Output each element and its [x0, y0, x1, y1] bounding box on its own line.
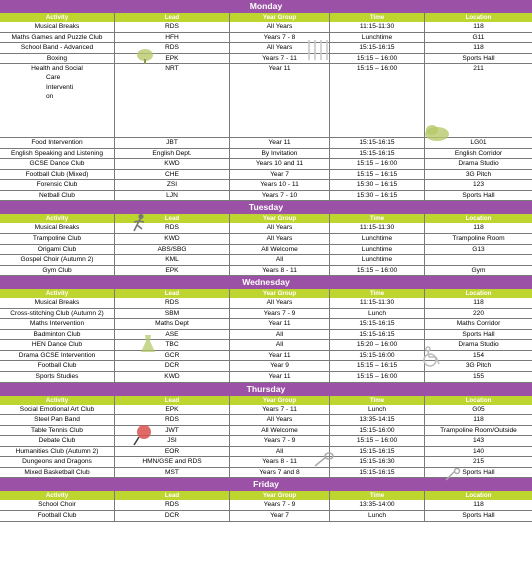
table-row [0, 351, 532, 362]
cell-location: Sports Hall [462, 511, 495, 519]
column-header-activity: Activity [0, 214, 115, 223]
badminton-icon [314, 452, 334, 468]
cell-lead: RDS [115, 43, 230, 53]
column-header-row [0, 214, 532, 223]
cell-year-group: Year 7 [230, 511, 330, 521]
cell-lead: RDS [115, 223, 230, 233]
cell-activity: Mixed Basketball Club [0, 468, 115, 478]
cell-activity: Netball Club [0, 191, 115, 201]
cell-activity: Dungeons and Dragons [0, 457, 115, 467]
cell-activity: Table Tennis Club [0, 426, 115, 436]
cell-time: 15:15-16:00 [330, 351, 425, 361]
cell-time: 15:15 – 16:00 [330, 372, 425, 382]
cell-lead: KWD [115, 159, 230, 169]
day-header: Friday [0, 478, 532, 491]
column-header-time: Time [330, 289, 425, 298]
cell-year-group: All Welcome [230, 426, 330, 436]
table-row [0, 33, 532, 44]
cell-year-group: Years 8 - 11 [230, 457, 330, 467]
music-notes-icon [306, 38, 330, 62]
cell-activity: Gym Club [0, 266, 115, 276]
cell-year-group: Year 11 [230, 351, 330, 361]
cell-location: 140 [472, 447, 484, 455]
cell-location: 143 [472, 437, 484, 445]
cell-lead: EPK [115, 266, 230, 276]
cell-location: Trampoline Room [452, 235, 505, 243]
cell-lead: HMN/GSE and RDS [115, 457, 230, 467]
cell-activity: Gospel Choir (Autumn 2) [0, 255, 115, 265]
column-header-lead: Lead [115, 13, 230, 22]
cell-lead: ZSI [115, 180, 230, 190]
cell-time: 15:15-16:30 [330, 457, 425, 467]
table-row [0, 447, 532, 458]
cell-time: 15:15 – 16:15 [330, 170, 425, 180]
cell-lead: LJN [115, 191, 230, 201]
cell-year-group: Years 7 - 10 [230, 191, 330, 201]
cell-time: 15:15 – 16:00 [330, 266, 425, 276]
cell-time: 15:30 – 16:15 [330, 191, 425, 201]
cell-lead: MST [115, 468, 230, 478]
table-row [0, 457, 532, 468]
cell-location: 118 [473, 501, 484, 509]
table-row [0, 436, 532, 447]
cell-year-group: Years 7 - 9 [230, 309, 330, 319]
cell-lead: ASE [115, 330, 230, 340]
cell-year-group: All [230, 330, 330, 340]
cell-year-group: Years 10 and 11 [230, 159, 330, 169]
cell-year-group: Years 7 - 8 [230, 33, 330, 43]
table-row [0, 426, 532, 437]
cell-year-group: All Years [230, 22, 330, 32]
cell-time: Lunchtime [330, 255, 425, 265]
cell-time: 15:15 – 16:00 [330, 64, 425, 137]
cell-location: 118 [473, 299, 484, 307]
cell-lead: Maths Dept [115, 319, 230, 329]
cell-location: Gym [471, 266, 486, 274]
table-row [0, 309, 532, 320]
day-header: Wednesday [0, 276, 532, 289]
cell-year-group: Years 7 - 11 [230, 405, 330, 415]
wrapped-line: on [46, 93, 54, 101]
cell-time: 15:30 – 16:15 [330, 180, 425, 190]
column-header-time: Time [330, 491, 425, 500]
cell-year-group: All Years [230, 223, 330, 233]
cell-location: Sports Hall [462, 468, 495, 476]
cell-time: 15:15-16:15 [330, 447, 425, 457]
cell-location: G11 [472, 33, 485, 41]
cloud-icon [423, 124, 451, 142]
cell-activity: Musical Breaks [0, 298, 115, 308]
table-row [0, 500, 532, 511]
cell-time: Lunch [330, 511, 425, 521]
column-header-time: Time [330, 13, 425, 22]
cell-time: 15:20 – 16:00 [330, 340, 425, 350]
cell-time: 13:35-14:00 [330, 500, 425, 510]
column-header-time: Time [330, 396, 425, 405]
cell-time: Lunchtime [330, 245, 425, 255]
cell-activity: GCSE Dance Club [0, 159, 115, 169]
cell-activity: Football Club (Mixed) [0, 170, 115, 180]
cell-lead: SBM [115, 309, 230, 319]
table-row [0, 22, 532, 33]
cell-activity: Boxing [0, 54, 115, 64]
cell-activity: Football Club [0, 511, 115, 521]
cell-activity: Debate Club [0, 436, 115, 446]
table-row [0, 255, 532, 266]
column-header-activity: Activity [0, 289, 115, 298]
wrapped-line: Interventi [46, 83, 74, 91]
cell-time: Lunchtime [330, 234, 425, 244]
column-header-year-group: Year Group [230, 396, 330, 405]
cell-time: 11:15-11:30 [330, 298, 425, 308]
cell-location: 118 [473, 44, 484, 52]
column-header-location: Location [465, 290, 492, 298]
cell-year-group: By Invitation [230, 149, 330, 159]
cell-time: 11:15-11:30 [330, 223, 425, 233]
cell-lead: GCR [115, 351, 230, 361]
column-header-time: Time [330, 214, 425, 223]
cell-time: 15:15 – 16:00 [330, 54, 425, 64]
cell-location: LG01 [470, 139, 487, 147]
table-row [0, 405, 532, 416]
cell-activity: Sports Studies [0, 372, 115, 382]
cell-lead: CHE [115, 170, 230, 180]
cell-lead: JSI [115, 436, 230, 446]
column-header-location: Location [465, 396, 492, 404]
cell-lead: KWD [115, 372, 230, 382]
cell-location: G13 [472, 245, 485, 253]
cell-lead: ABS/SBG [115, 245, 230, 255]
cell-year-group: All Welcome [230, 245, 330, 255]
cell-location: 211 [473, 65, 484, 73]
cell-activity: English Speaking and Listening [0, 149, 115, 159]
cell-activity: Badminton Club [0, 330, 115, 340]
cell-year-group: Years 7 - 9 [230, 436, 330, 446]
cell-lead: RDS [115, 415, 230, 425]
cell-time: 15:15-16:15 [330, 319, 425, 329]
cell-lead: RDS [115, 22, 230, 32]
cell-time: 13:35-14:15 [330, 415, 425, 425]
column-header-lead: Lead [115, 289, 230, 298]
column-header-row [0, 396, 532, 405]
column-header-year-group: Year Group [230, 491, 330, 500]
cell-lead: DCR [115, 361, 230, 371]
column-header-row [0, 289, 532, 298]
cell-lead: TBC [115, 340, 230, 350]
cell-activity: Drama GCSE Intervention [0, 351, 115, 361]
cell-year-group: Years 7 - 9 [230, 500, 330, 510]
cell-location: 154 [472, 351, 484, 359]
cell-lead: RDS [115, 500, 230, 510]
cell-activity: HEN Dance Club [0, 340, 115, 350]
runner-icon [132, 214, 146, 232]
cell-time: Lunch [330, 405, 425, 415]
cell-lead: NRT [115, 64, 230, 137]
cell-time: 15:15-16:00 [330, 426, 425, 436]
cell-location: 215 [472, 458, 484, 466]
cell-lead: RDS [115, 298, 230, 308]
column-header-year-group: Year Group [230, 13, 330, 22]
cell-year-group: Year 11 [230, 64, 330, 137]
table-row [0, 330, 532, 341]
cell-lead: EOR [115, 447, 230, 457]
table-row [0, 415, 532, 426]
cell-time: Lunch [330, 309, 425, 319]
cell-activity: Football Club [0, 361, 115, 371]
cell-year-group: All [230, 447, 330, 457]
column-header-activity: Activity [0, 396, 115, 405]
cell-year-group: Year 11 [230, 372, 330, 382]
column-header-year-group: Year Group [230, 289, 330, 298]
cell-location: Sports Hall [462, 54, 495, 62]
table-row [0, 54, 532, 65]
column-header-row [0, 491, 532, 500]
table-row [0, 180, 532, 191]
cell-location: G05 [472, 405, 485, 413]
column-header-lead: Lead [115, 491, 230, 500]
cell-activity: Musical Breaks [0, 223, 115, 233]
cell-year-group: Year 11 [230, 138, 330, 148]
column-header-location: Location [465, 14, 492, 21]
cell-activity: Steel Pan Band [0, 415, 115, 425]
cell-time: 15:15-16:15 [330, 468, 425, 478]
table-row [0, 64, 532, 138]
cell-activity: Origami Club [0, 245, 115, 255]
column-header-activity: Activity [0, 491, 115, 500]
cell-activity [0, 64, 115, 137]
day-header: Thursday [0, 383, 532, 396]
column-header-activity: Activity [0, 13, 115, 22]
cell-year-group: Years 7 and 8 [230, 468, 330, 478]
cell-location: 3G Pitch [465, 362, 492, 370]
cell-time: 15:15-16:15 [330, 149, 425, 159]
cell-location: Sports Hall [462, 330, 495, 338]
basketball-icon [444, 468, 462, 482]
cell-location: Maths Corridor [456, 320, 501, 328]
cell-activity: Food Intervention [0, 138, 115, 148]
cell-year-group: Year 7 [230, 170, 330, 180]
cell-lead: JWT [115, 426, 230, 436]
cell-location: English Corridor [454, 149, 503, 157]
cell-year-group: All Years [230, 415, 330, 425]
cell-location: 118 [473, 23, 484, 30]
cell-lead: EPK [115, 54, 230, 64]
cell-year-group: Years 8 - 11 [230, 266, 330, 276]
cell-activity: Trampoline Club [0, 234, 115, 244]
paint-brush-icon [133, 424, 153, 446]
flask-icon [140, 334, 156, 354]
column-header-lead: Lead [115, 214, 230, 223]
cell-year-group: All Years [230, 43, 330, 53]
cell-location: 123 [472, 181, 484, 189]
wrapped-line: Care [46, 74, 61, 82]
column-header-year-group: Year Group [230, 214, 330, 223]
cell-lead: KML [115, 255, 230, 265]
cell-location: 155 [472, 373, 484, 381]
cell-lead: DCR [115, 511, 230, 521]
table-row [0, 43, 532, 54]
cell-year-group: Year 9 [230, 361, 330, 371]
column-header-location: Location [465, 215, 492, 223]
cell-location: Sports Hall [462, 191, 495, 199]
cell-activity: Maths Games and Puzzle Club [0, 33, 115, 43]
cell-activity: School Band - Advanced [0, 43, 115, 53]
table-row [0, 319, 532, 330]
cell-lead: JBT [115, 138, 230, 148]
cell-location: 220 [472, 309, 484, 317]
cell-location: Drama Studio [458, 341, 499, 349]
table-row [0, 245, 532, 256]
cell-lead: KWD [115, 234, 230, 244]
table-row [0, 511, 532, 522]
table-row [0, 372, 532, 383]
cell-time: 15:15 – 16:15 [330, 361, 425, 371]
cell-lead: English Dept. [115, 149, 230, 159]
cell-year-group: All Years [230, 298, 330, 308]
table-row [0, 191, 532, 202]
cell-lead: HFH [115, 33, 230, 43]
cell-time: 15:15 – 16:00 [330, 159, 425, 169]
cell-year-group: All Years [230, 234, 330, 244]
cell-location [425, 255, 532, 265]
cell-year-group: Years 7 - 11 [230, 54, 330, 64]
cell-location: 118 [473, 416, 484, 424]
cell-time: 11:15-11:30 [330, 22, 425, 32]
day-header: Monday [0, 0, 532, 13]
table-row [0, 340, 532, 351]
cell-activity: Musical Breaks [0, 22, 115, 32]
cell-time: 15:15 – 16:00 [330, 436, 425, 446]
table-row [0, 138, 532, 149]
cell-year-group: All [230, 255, 330, 265]
cell-year-group: Year 11 [230, 319, 330, 329]
table-row [0, 266, 532, 277]
day-header: Tuesday [0, 201, 532, 214]
table-row [0, 149, 532, 160]
cell-activity: Forensic Club [0, 180, 115, 190]
cell-lead: EPK [115, 405, 230, 415]
cell-activity: Social Emotional Art Club [0, 405, 115, 415]
table-row [0, 234, 532, 245]
cell-activity: Maths Intervention [0, 319, 115, 329]
cell-location: Trampoline Room/Outside [440, 426, 517, 434]
column-header-row [0, 13, 532, 22]
cell-location: 3G Pitch [465, 170, 492, 178]
column-header-location: Location [465, 492, 492, 500]
cell-activity: Humanities Club (Autumn 2) [0, 447, 115, 457]
cell-activity: Cross-stitching Club (Autumn 2) [0, 309, 115, 319]
cell-year-group: All [230, 340, 330, 350]
cell-location: 118 [473, 224, 484, 232]
wrapped-line: Health and Social [31, 65, 83, 73]
cell-time: 15:15-16:15 [330, 43, 425, 53]
table-row [0, 170, 532, 181]
cell-time: Lunchtime [330, 33, 425, 43]
table-row [0, 159, 532, 170]
table-row [0, 223, 532, 234]
cell-activity: School Choir [0, 500, 115, 510]
tree-icon [136, 48, 154, 64]
cell-time: 15:15-16:15 [330, 330, 425, 340]
table-row [0, 361, 532, 372]
wheelchair-icon [420, 346, 442, 368]
column-header-lead: Lead [115, 396, 230, 405]
cell-year-group: Years 10 - 11 [230, 180, 330, 190]
cell-time: 15:15-16:15 [330, 138, 425, 148]
table-row [0, 298, 532, 309]
cell-location: Drama Studio [458, 160, 499, 168]
